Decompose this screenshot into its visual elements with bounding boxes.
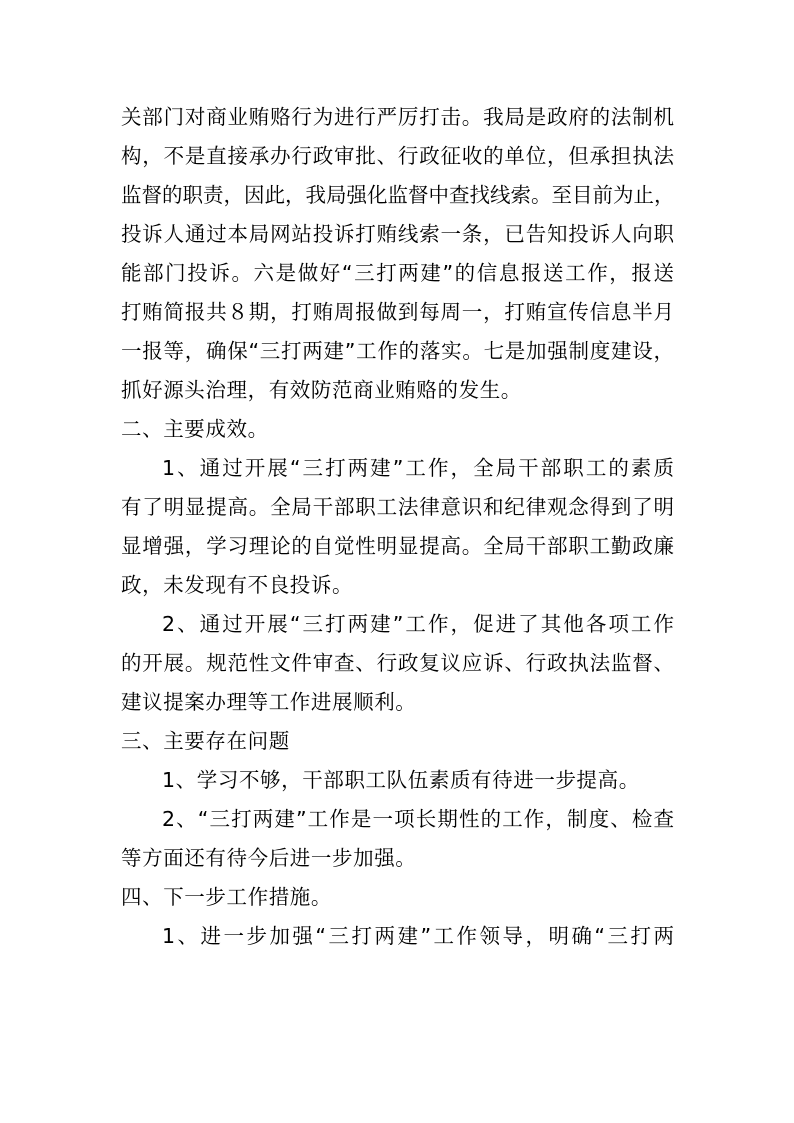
numbered-paragraph-line: 2、“三打两建”工作是一项长期性的工作，制度、检查 [162, 807, 674, 831]
body-text-line: 建议提案办理等工作进展顺利。 [121, 690, 417, 714]
section-heading: 四、下一步工作措施。 [121, 885, 332, 909]
body-text-line: 政，未发现有不良投诉。 [121, 573, 354, 597]
body-text-line: 抓好源头治理，有效防范商业贿赂的发生。 [121, 378, 522, 402]
numbered-paragraph-line: 1、通过开展“三打两建”工作，全局干部职工的素质 [162, 456, 674, 480]
body-text-line: 监督的职责，因此，我局强化监督中查找线索。至目前为止， [121, 183, 675, 207]
body-text-line: 显增强，学习理论的自觉性明显提高。全局干部职工勤政廉 [121, 534, 674, 558]
numbered-paragraph-line: 1、进一步加强“三打两建”工作领导，明确“三打两 [162, 924, 674, 948]
body-text-line: 一报等，确保“三打两建”工作的落实。七是加强制度建设， [121, 339, 674, 363]
section-heading: 二、主要成效。 [121, 417, 269, 441]
numbered-paragraph-line: 2、通过开展“三打两建”工作，促进了其他各项工作 [162, 612, 674, 636]
section-heading: 三、主要存在问题 [121, 729, 290, 753]
body-text-line: 构，不是直接承办行政审批、行政征收的单位，但承担执法 [121, 144, 674, 168]
body-text-line: 等方面还有待今后进一步加强。 [121, 846, 417, 870]
body-text-line: 有了明显提高。全局干部职工法律意识和纪律观念得到了明 [121, 495, 674, 519]
numbered-paragraph-line: 1、学习不够，干部职工队伍素质有待进一步提高。 [162, 768, 640, 792]
body-text-line: 关部门对商业贿赂行为进行严厉打击。我局是政府的法制机 [121, 105, 674, 129]
body-text-line: 投诉人通过本局网站投诉打贿线索一条，已告知投诉人向职 [121, 222, 674, 246]
body-text-line: 的开展。规范性文件审查、行政复议应诉、行政执法监督、 [121, 651, 674, 675]
body-text-line: 能部门投诉。六是做好“三打两建”的信息报送工作，报送 [121, 261, 674, 285]
body-text-line: 打贿简报共８期，打贿周报做到每周一，打贿宣传信息半月 [121, 300, 674, 324]
